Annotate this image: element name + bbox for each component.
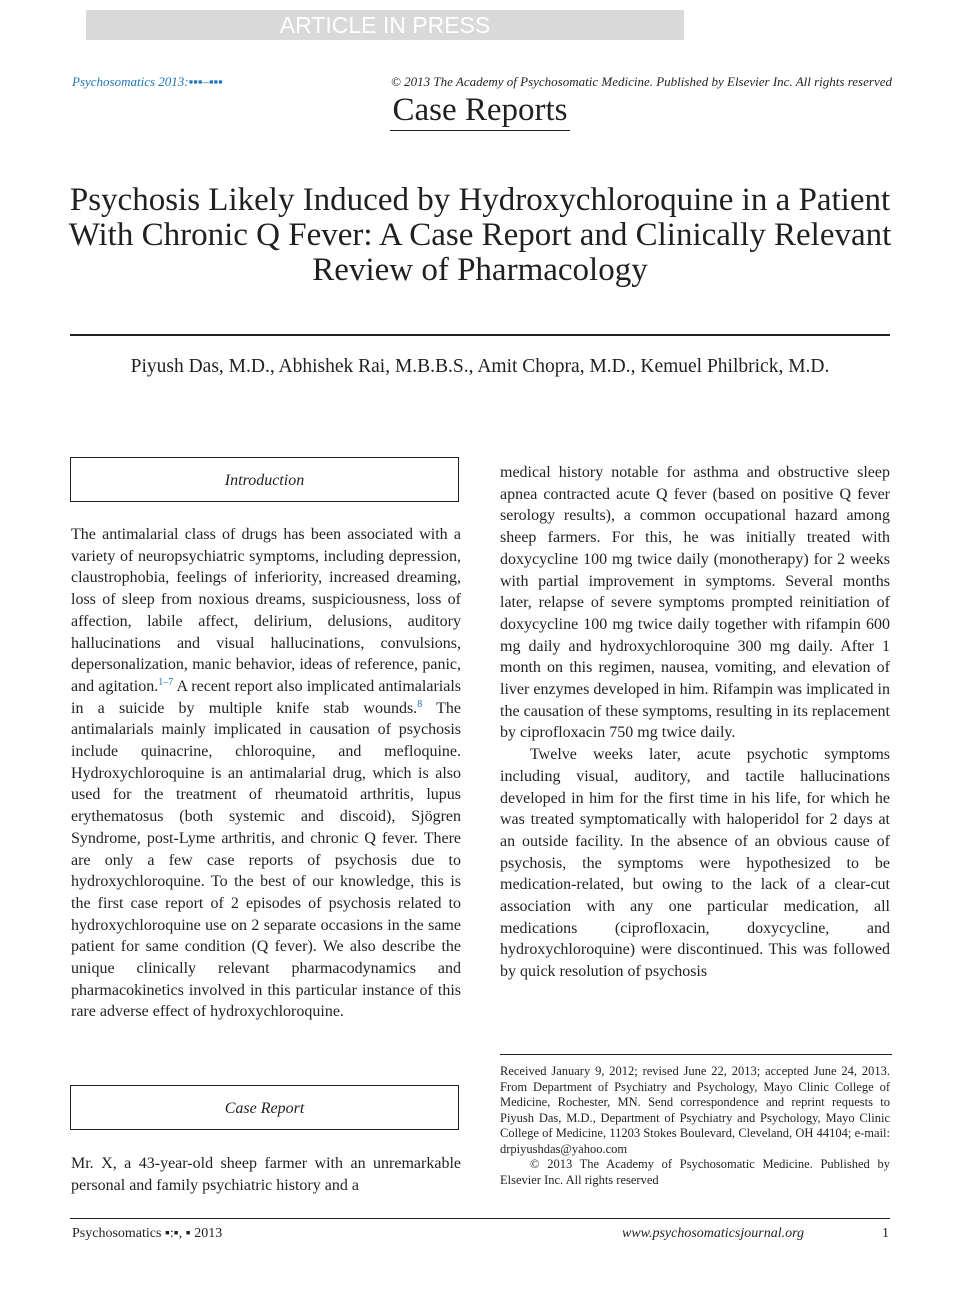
case-report-paragraph-2: Twelve weeks later, acute psychotic symptoms including visual, auditory, and tactile hallucinations developed in him for the first time in his life, for which he was treated symptomatically with haloperidol for 2 days at an outside facility. In the absence of an obvious cause of psychosis, the symptoms were hypothesized to be medication-related, but owing to the lack of a clear-cut association with any one particular medication, all medications (ciprofloxacin, doxycycline, and hydroxychloroquine) were discontinued. This was followed by quick resolution of psychosis: [500, 746, 890, 981]
section-label: [0, 92, 960, 129]
intro-text-3: The antimalarials mainly implicated in causation of psychosis include quinacrine, chloroquine, and mefloquine. Hydroxychloroquine is an antimalarial drug, which is also used for the treatment of rheumatoid arthritis, lupus erythematosus (both systemic and discoid), Sjögren Syndrome, post-Lyme arthritis, and chronic Q fever. There are only a few case reports of psychosis due to hydroxychloroquine. To the best of our knowledge, this is the first case report of 2 episodes of psychosis related to hydroxychloroquine use on 2 separate occasions in the same patient for same condition (Q fever). We also describe the unique clinically relevant pharmacodynamics and pharmacokinetics involved in this particular instance of this rare adverse effect of hydroxychloroquine.: [71, 699, 461, 1021]
case-report-body-start: [71, 1153, 461, 1196]
case-report-text-start: Mr. X, a 43-year-old sheep farmer with an unremarkable personal and family psychiatric history and a: [71, 1155, 461, 1194]
journal-url-link[interactable]: www.psychosomaticsjournal.org: [622, 1226, 805, 1241]
page-number: 1: [882, 1226, 889, 1241]
footnote-divider: [500, 1054, 892, 1055]
reference-link-8[interactable]: 8: [417, 698, 423, 710]
footer-divider: [70, 1218, 890, 1219]
article-footnote: [500, 1064, 890, 1188]
title-divider: [70, 334, 890, 336]
header-copyright: © 2013 The Academy of Psychosomatic Medicine. Published by Elsevier Inc. All rights reserved: [391, 74, 892, 89]
article-title: Psychosis Likely Induced by Hydroxychloroquine in a Patient With Chronic Q Fever: A Case Report and Clinically Relevant Review of Pharmacology: [68, 182, 892, 288]
intro-text-2: A recent report also implicated antimalarials in a suicide by multiple knife stab wounds.: [71, 677, 461, 717]
section-label-text: Case Reports: [390, 92, 569, 131]
introduction-body: [71, 524, 461, 1023]
case-report-body-continued: [500, 462, 890, 983]
footnote-copyright: © 2013 The Academy of Psychosomatic Medicine. Published by Elsevier Inc. All rights reserved: [500, 1157, 890, 1187]
reference-link-1-7[interactable]: 1–7: [158, 676, 174, 688]
case-report-text-continued: medical history notable for asthma and obstructive sleep apnea contracted acute Q fever (based on positive Q fever serology results), a common occupational hazard among sheep farmers. For this, he was initially treated with doxycycline 100 mg twice daily (monotherapy) for 2 weeks with partial improvement in symptoms. Several months later, relapse of severe symptoms prompted reinitiation of doxycycline 100 mg twice daily together with rifampin 600 mg daily and hydroxychloroquine 300 mg daily. After 1 month on this regimen, nausea, vomiting, and elevation of liver enzymes developed in him. Rifampin was implicated in the causation of these symptoms, resulting in its replacement by ciprofloxacin 750 mg twice daily.: [500, 464, 890, 742]
introduction-heading: Introduction: [70, 457, 459, 502]
journal-citation-link[interactable]: Psychosomatics 2013:▪▪▪–▪▪▪: [72, 74, 223, 89]
footer-journal: Psychosomatics ▪:▪, ▪ 2013: [72, 1226, 223, 1241]
footnote-received: Received January 9, 2012; revised June 22, 2013; accepted June 24, 2013. From Department of Psychiatry and Psychology, Mayo Clinic College of Medicine, Rochester, MN. Send correspondence and reprint requests to Piyush Das, M.D., Department of Psychiatry and Psychology, Mayo Clinic College of Medicine, 11203 Stokes Boulevard, Cleveland, OH 44104; e-mail: drpiyushdas@yahoo.com: [500, 1064, 890, 1156]
intro-text-1: The antimalarial class of drugs has been associated with a variety of neuropsychiatric symptoms, including depression, claustrophobia, feelings of inferiority, increased dreaming, loss of sleep from noxious dreams, suspiciousness, loss of affection, labile affect, delirium, delusions, auditory hallucinations and visual hallucinations, convulsions, depersonalization, manic behavior, ideas of reference, panic, and agitation.: [71, 526, 461, 695]
author-list: Piyush Das, M.D., Abhishek Rai, M.B.B.S., Amit Chopra, M.D., Kemuel Philbrick, M.D.: [130, 356, 830, 377]
article-in-press-banner: ARTICLE IN PRESS: [86, 10, 684, 40]
case-report-heading: Case Report: [70, 1085, 459, 1130]
